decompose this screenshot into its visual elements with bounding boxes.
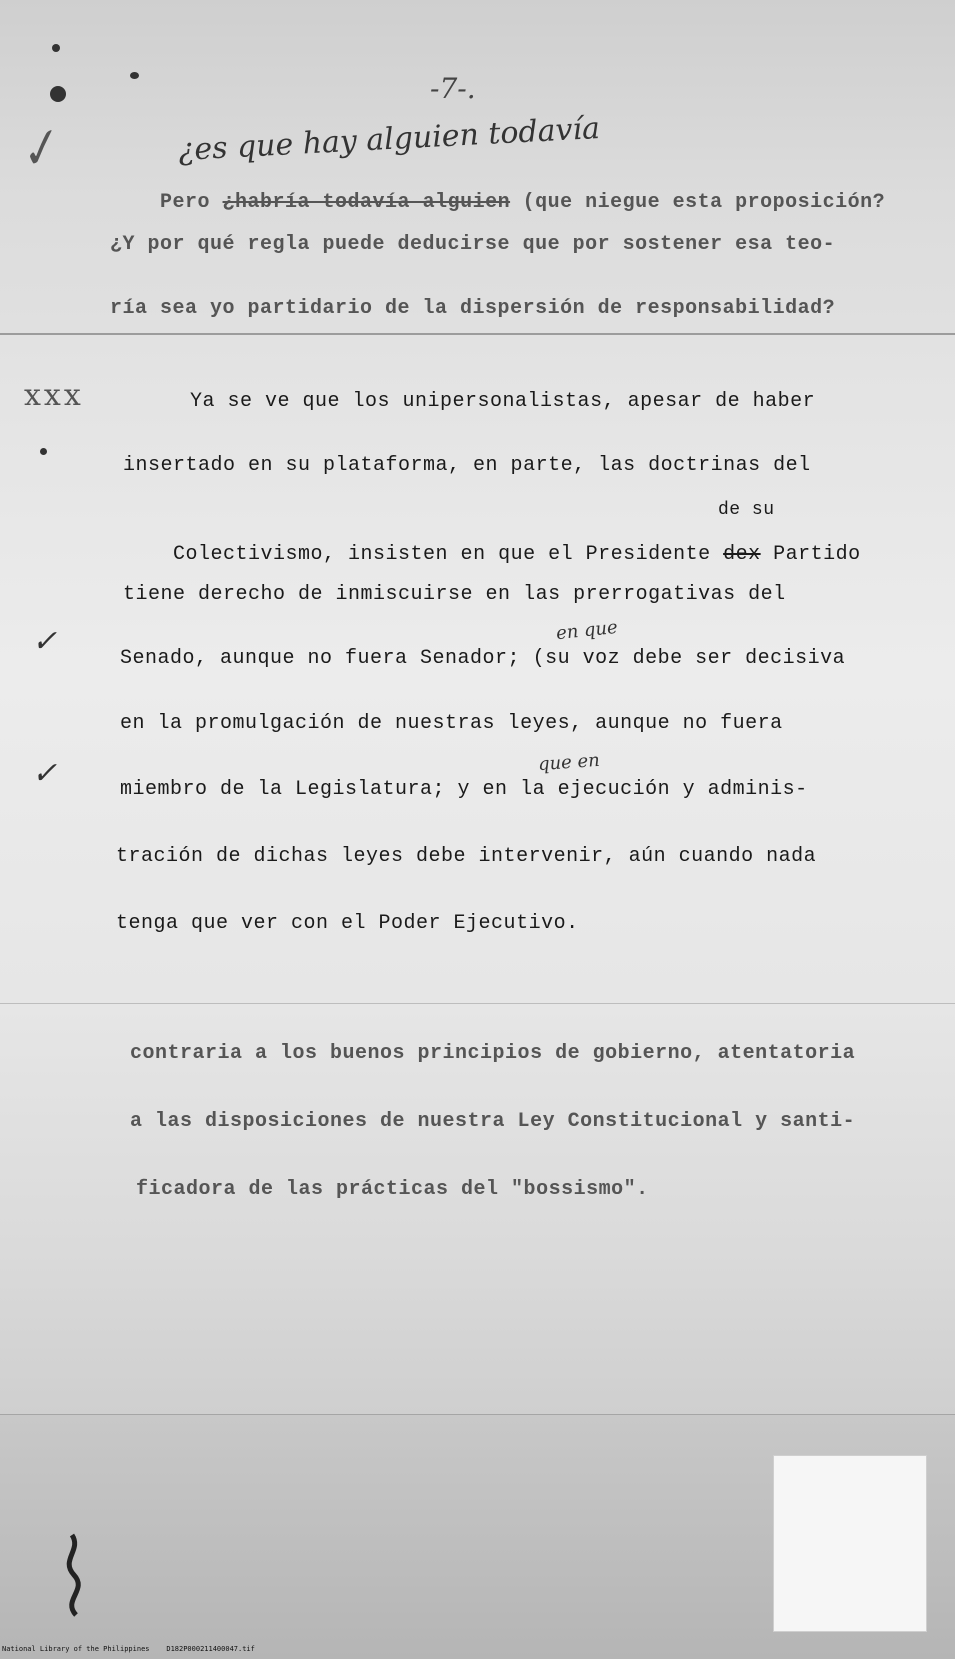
paper-strip-bottom xyxy=(0,1004,955,1414)
text-line: ¿Y por qué regla puede deducirse que por sostener esa teo- xyxy=(110,233,836,256)
text-line xyxy=(110,168,885,237)
checkmark-icon: ✓ xyxy=(9,116,67,184)
text-segment: Colectivismo, insisten en que el Presidente xyxy=(173,543,724,566)
ink-spot xyxy=(52,44,60,52)
margin-marks: xxx xyxy=(24,378,84,413)
interlinear-insertion: de su xyxy=(718,500,775,520)
text-line: contraria a los buenos principios de gobierno, atentatoria xyxy=(130,1042,856,1065)
struck-text: dex xyxy=(723,543,761,566)
text-line: insertado en su plataforma, en parte, las doctrinas del xyxy=(123,454,811,477)
white-label-area xyxy=(773,1455,927,1632)
text-line: tración de dichas leyes debe intervenir, aún cuando nada xyxy=(116,845,817,868)
footer-caption: National Library of the Philippines D182P000211400047.tif xyxy=(2,1645,255,1653)
checkmark-icon: ✓ xyxy=(32,624,58,659)
text-line: tenga que ver con el Poder Ejecutivo. xyxy=(116,912,579,935)
page-number: -7-. xyxy=(430,72,476,105)
text-line xyxy=(123,520,861,589)
text-line: a las disposiciones de nuestra Ley Constitucional y santi- xyxy=(130,1110,856,1133)
handwritten-insertion: que en xyxy=(537,749,601,776)
text-line: Ya se ve que los unipersonalistas, apesar de haber xyxy=(190,390,816,413)
scribble-mark xyxy=(52,1530,92,1620)
text-line: ría sea yo partidario de la dispersión de responsabilidad? xyxy=(110,297,836,320)
ink-spot xyxy=(40,448,47,455)
text-segment: Partido xyxy=(760,543,861,566)
text-line: en la promulgación de nuestras leyes, aunque no fuera xyxy=(120,712,783,735)
text-line: miembro de la Legislatura; y en la ejecución y adminis- xyxy=(120,778,808,801)
ink-spot xyxy=(130,72,139,79)
text-segment: Pero xyxy=(160,191,223,214)
text-line: tiene derecho de inmiscuirse en las prerrogativas del xyxy=(123,583,786,606)
handwritten-insertion: ¿es que hay alguien todavía xyxy=(177,110,601,169)
text-line: ficadora de las prácticas del "bossismo". xyxy=(136,1178,649,1201)
handwritten-insertion: en que xyxy=(555,616,619,645)
ink-spot xyxy=(50,86,66,102)
text-line: Senado, aunque no fuera Senador; (su voz debe ser decisiva xyxy=(120,647,846,670)
struck-text: ¿habría todavía alguien xyxy=(222,191,511,214)
text-segment: (que niegue esta proposición? xyxy=(510,191,886,214)
checkmark-icon: ✓ xyxy=(32,756,58,791)
